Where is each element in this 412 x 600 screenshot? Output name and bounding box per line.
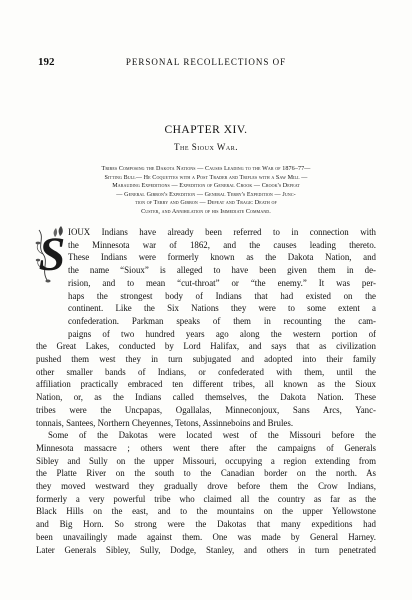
text-line: they moved westward they gradually drove before them the Crow Indians, <box>36 481 376 492</box>
text-line: Minnesota massacre ; others went there after the campaigns of Generals <box>36 442 376 453</box>
text-line: Sibley and Sully on the upper Missouri, occupying a region extending from <box>36 455 376 466</box>
body-text <box>36 226 376 556</box>
text-line: the name “Sioux” is alleged to have been given them in de- <box>68 265 376 276</box>
chapter-number: CHAPTER XIV. <box>164 124 248 136</box>
text-line: These Indians were formerly known as the Dakota Nation, and <box>68 252 376 263</box>
text-line: confederation. Parkman speaks of them in recounting the cam- <box>68 315 376 326</box>
text-line: affiliation practically embraced ten different tribes, all known as the Sioux <box>36 379 376 390</box>
page-number: 192 <box>38 56 55 68</box>
text-line: pushed them west they in turn subjugated and adopted into their family <box>36 354 376 365</box>
synopsis-line: Sitting Bull— He Coquettes with a Post Trader and Trifles with a Saw Mill — <box>104 174 308 181</box>
text-line: IOUX Indians have already been referred to in connection with <box>68 227 376 237</box>
text-line: Later Generals Sibley, Sully, Dodge, Stanley, and others in turn penetrated <box>36 544 376 555</box>
text-line: the Minnesota war of 1862, and the causes leading thereto. <box>68 239 376 250</box>
text-line: Nation, or, as the Indians called themselves, the Dakota Nation. These <box>36 392 376 403</box>
text-line: tonnais, Santees, Northern Cheyennes, Tetons, Assinneboins and Brules. <box>36 417 294 428</box>
synopsis-line: — General Gibbon's Expedition — General Terry's Expedition — Junc- <box>116 191 296 198</box>
text-line: tribes were the Uncpapas, Ogallalas, Minneconjoux, Sans Arcs, Yanc- <box>36 404 376 415</box>
text-line: rision, and to mean “cut-throat” or “the enemy.” It was per- <box>68 277 376 288</box>
synopsis-line: tion of Terry and Gibbon — Defeat and Tragic Death of <box>135 200 277 207</box>
dropcap-letter: S <box>38 228 66 281</box>
synopsis-line: Tribes Composing the Dakota Nations — Causes Leading to the War of 1876–77— <box>101 166 311 172</box>
text-line: continent. Like the Six Nations they were to some extent a <box>68 303 376 314</box>
text-line: Black Hills on the east, and to the mountains on the upper Yellowstone <box>36 506 376 517</box>
text-line: been unavailingly made against them. One was made by General Harney. <box>36 531 376 542</box>
text-line: the Great Lakes, conducted by Lord Halifax, and says that as civilization <box>36 341 376 352</box>
running-title: PERSONAL RECOLLECTIONS OF <box>125 57 287 67</box>
chapter-title: The Sioux War. <box>174 142 238 152</box>
text-line: and Big Horn. So strong were the Dakotas that many expeditions had <box>36 519 376 530</box>
text-line: formerly a very powerful tribe who claimed all the country as far as the <box>36 493 376 504</box>
text-line: Some of the Dakotas were located west of the Missouri before the <box>48 430 376 441</box>
running-header <box>38 56 374 70</box>
synopsis-line: Marauding Expeditions — Expedition of General Crook — Crook's Defeat <box>112 183 300 190</box>
text-line: haps the strongest body of Indians that had existed on the <box>68 290 376 301</box>
synopsis-line: Custer, and Annihilation of his Immediate Command. <box>141 208 271 215</box>
text-line: other smaller bands of Indians, or confederated with them, until the <box>36 366 376 377</box>
text-line: the Platte River on the south to the Canadian border on the north. As <box>36 468 376 479</box>
chapter-synopsis <box>38 165 374 217</box>
text-line: paigns of two hundred years ago along the western portion of <box>68 328 376 339</box>
